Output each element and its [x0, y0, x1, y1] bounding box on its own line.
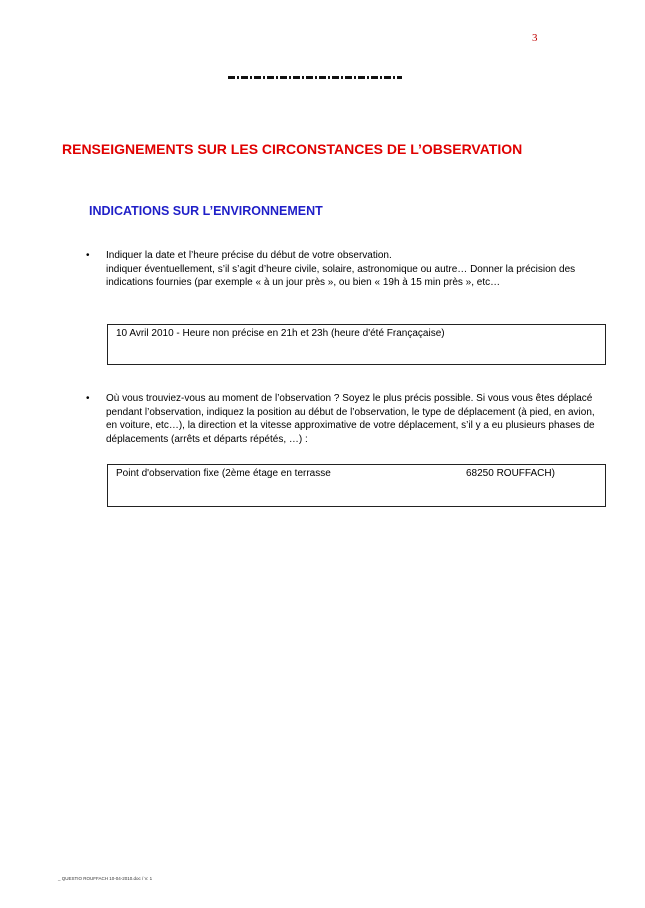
- answer-field-location[interactable]: [107, 464, 606, 507]
- answer-datetime-text: 10 Avril 2010 - Heure non précise en 21h et 23h (heure d'été Françaçaise): [116, 328, 445, 339]
- question-1-line-1: Indiquer la date et l’heure précise du début de votre observation.: [106, 250, 392, 261]
- page-number: 3: [532, 32, 538, 44]
- section-title: INDICATIONS SUR L’ENVIRONNEMENT: [89, 204, 323, 218]
- answer-location-text: Point d'observation fixe (2ème étage en terrasse: [116, 468, 331, 479]
- page-title: RENSEIGNEMENTS SUR LES CIRCONSTANCES DE L’OBSERVATION: [62, 141, 523, 157]
- bullet-icon: •: [86, 250, 90, 261]
- answer-field-datetime[interactable]: [107, 324, 606, 365]
- question-1: [86, 249, 576, 290]
- question-2-text: Où vous trouviez-vous au moment de l’observation ? Soyez le plus précis possible. Si vous vous êtes déplacé pendant l’observation, indiquez la position au début de l’observation, le type de déplacement (à pied, en avion, en voiture, etc…), la direction et la vitesse approximative de votre déplacement, s’il y a eu plusieurs phases de déplacements (arrêts et départs répétés, …) :: [106, 393, 595, 445]
- answer-location-town: 68250 ROUFFACH): [466, 468, 555, 479]
- document-footer: _ QUESTIO ROUFFACH 10-04-2010.doc / V. 1: [58, 876, 153, 881]
- bullet-icon: •: [86, 393, 90, 404]
- question-1-line-2: indiquer éventuellement, s’il s’agit d’heure civile, solaire, astronomique ou autre… Donner la précision des indications fournies (par exemple « à un jour près », ou bien « 19h à 15 min près », etc…: [106, 263, 576, 288]
- question-2: [86, 392, 606, 446]
- dashed-separator: [228, 76, 402, 79]
